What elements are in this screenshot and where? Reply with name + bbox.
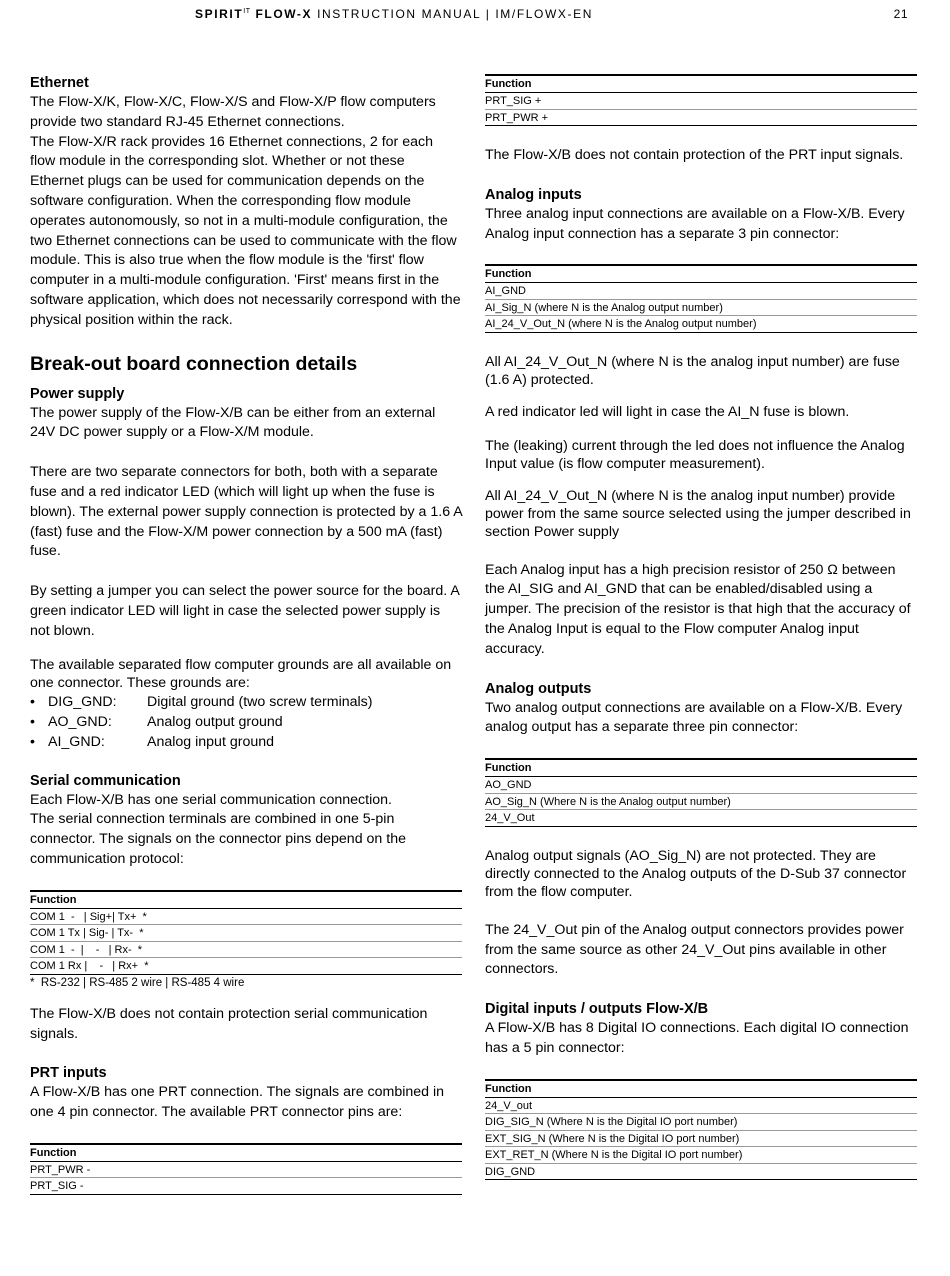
serial-paragraph-2: The serial connection terminals are combined in one 5-pin connector. The signals on the connector pins depend on the communication protocol: — [30, 811, 406, 867]
grounds-list — [30, 692, 462, 752]
table-row: PRT_SIG - — [30, 1178, 462, 1195]
ethernet-paragraph-2: The Flow-X/R rack provides 16 Ethernet connections, 2 for each flow module in the corresponding slot. Whether or not these Ethernet plugs can be used for communication depends on the software configuration. When the corresponding flow module operates autonomously, so not in a multi-module configuration, the two Ethernet connections can be used to communicate with the flow module. This is also true when the flow module is the 'first' flow computer in a multi-module configuration. 'First' means first in the software application, which does not necessarily correspond with the physical position within the rack. — [30, 133, 461, 328]
table-row: AI_24_V_Out_N (where N is the Analog output number) — [485, 316, 917, 333]
power-paragraph-4: The available separated flow computer grounds are all available on one connector. These grounds are: — [30, 656, 452, 691]
product-name: FLOW-X — [255, 7, 313, 21]
manual-subtitle: INSTRUCTION MANUAL | IM/FLOWX-EN — [317, 7, 593, 21]
serial-footnote: * RS-232 | RS-485 2 wire | RS-485 4 wire — [30, 976, 245, 989]
analog-inputs-paragraph-3: A red indicator led will light in case the AI_N fuse is blown. — [485, 403, 850, 420]
table-row: PRT_PWR - — [30, 1161, 462, 1178]
table-row: PRT_SIG + — [485, 93, 917, 110]
table-row: COM 1 - | Sig+| Tx+ * — [30, 908, 462, 925]
digital-io-table — [485, 1079, 917, 1181]
table-header: Function — [485, 75, 917, 93]
analog-outputs-table — [485, 758, 917, 827]
serial-paragraph-3: The Flow-X/B does not contain protection serial communication signals. — [30, 1005, 428, 1042]
table-row: 24_V_Out — [485, 810, 917, 827]
analog-outputs-paragraph-2: Analog output signals (AO_Sig_N) are not protected. They are directly connected to the Analog outputs of the D-Sub 37 connector from the flow computer. — [485, 847, 907, 900]
table-row: DIG_GND — [485, 1163, 917, 1180]
digital-io-heading: Digital inputs / outputs Flow-X/B — [485, 1001, 709, 1018]
table-row: 24_V_out — [485, 1097, 917, 1114]
table-header: Function — [30, 1144, 462, 1162]
analog-inputs-paragraph-5: All AI_24_V_Out_N (where N is the analog input number) provide power from the same source selected using the jumper described in section Power supply — [485, 487, 911, 540]
table-header: Function — [30, 891, 462, 909]
table-row: AI_Sig_N (where N is the Analog output number) — [485, 299, 917, 316]
analog-inputs-paragraph-4: The (leaking) current through the led does not influence the Analog Input value (is flow computer measurement). — [485, 437, 905, 472]
table-row: EXT_RET_N (Where N is the Digital IO port number) — [485, 1147, 917, 1164]
table-header: Function — [485, 265, 917, 283]
analog-outputs-paragraph-1: Two analog output connections are available on a Flow-X/B. Every analog output has a separate three pin connector: — [485, 699, 903, 736]
serial-heading: Serial communication — [30, 772, 181, 789]
prt-heading: PRT inputs — [30, 1065, 107, 1082]
power-supply-heading: Power supply — [30, 385, 125, 402]
brand-superscript: IT — [243, 8, 251, 15]
table-row: PRT_PWR + — [485, 109, 917, 126]
list-item: • DIG_GND: Digital ground (two screw terminals) — [30, 693, 373, 710]
table-header: Function — [485, 759, 917, 777]
analog-inputs-table — [485, 264, 917, 333]
serial-table — [30, 890, 462, 975]
table-row: COM 1 Rx | - | Rx+ * — [30, 958, 462, 975]
table-row: COM 1 - | - | Rx- * — [30, 941, 462, 958]
table-header: Function — [485, 1080, 917, 1098]
power-paragraph-1: The power supply of the Flow-X/B can be either from an external 24V DC power supply or a Flow-X/M module. — [30, 404, 436, 441]
page-header — [0, 7, 950, 23]
ethernet-paragraph-1: The Flow-X/K, Flow-X/C, Flow-X/S and Flow-X/P flow computers provide two standard RJ-45 Ethernet connections. — [30, 94, 436, 130]
prt-table-continued — [485, 74, 917, 126]
brand-name: SPIRIT — [195, 7, 244, 21]
prt-table — [30, 1143, 462, 1195]
list-item: • AI_GND: Analog input ground — [30, 733, 275, 750]
analog-inputs-heading: Analog inputs — [485, 186, 582, 203]
analog-inputs-paragraph-2: All AI_24_V_Out_N (where N is the analog input number) are fuse (1.6 A) protected. — [485, 353, 900, 388]
section-heading: Break-out board connection details — [30, 352, 358, 375]
table-row: DIG_SIG_N (Where N is the Digital IO port number) — [485, 1114, 917, 1131]
power-paragraph-3: By setting a jumper you can select the power source for the board. A green indicator LED will light in case the selected power supply is not blown. — [30, 583, 460, 639]
analog-outputs-heading: Analog outputs — [485, 680, 592, 697]
table-row: AI_GND — [485, 283, 917, 300]
right-column — [485, 74, 917, 1180]
serial-paragraph-1: Each Flow-X/B has one serial communication connection. — [30, 791, 392, 808]
prt-paragraph-1: A Flow-X/B has one PRT connection. The signals are combined in one 4 pin connector. The available PRT connector pins are: — [30, 1084, 445, 1121]
digital-io-paragraph-1: A Flow-X/B has 8 Digital IO connections. Each digital IO connection has a 5 pin connector: — [485, 1020, 909, 1056]
analog-inputs-paragraph-6: Each Analog input has a high precision resistor of 250 Ω between the AI_SIG and AI_GND that can be enabled/disabled using a jumper. The precision of the resistor is that high that the accuracy of the Analog Input is equal to the Flow computer Analog input accuracy. — [485, 561, 911, 657]
prt-paragraph-2: The Flow-X/B does not contain protection of the PRT input signals. — [485, 147, 904, 163]
left-column — [30, 74, 462, 1195]
list-item: • AO_GND: Analog output ground — [30, 713, 283, 730]
table-row: COM 1 Tx | Sig- | Tx- * — [30, 925, 462, 942]
ethernet-heading: Ethernet — [30, 75, 89, 91]
table-row: AO_GND — [485, 777, 917, 794]
analog-inputs-paragraph-1: Three analog input connections are available on a Flow-X/B. Every Analog input connection has a separate 3 pin connector: — [485, 205, 905, 242]
manual-title — [195, 7, 593, 21]
analog-outputs-paragraph-3: The 24_V_Out pin of the Analog output connectors provides power from the same source as other 24_V_Out pins available in other connectors. — [485, 921, 904, 978]
page-number: 21 — [893, 7, 908, 21]
table-row: AO_Sig_N (Where N is the Analog output number) — [485, 793, 917, 810]
table-row: EXT_SIG_N (Where N is the Digital IO port number) — [485, 1130, 917, 1147]
power-paragraph-2: There are two separate connectors for both, both with a separate fuse and a red indicator LED (which will light up when the fuse is blown). The external power supply connection is protected by a 1.6 A (fast) fuse and the Flow-X/M power connection by a 500 mA (fast) fuse. — [30, 464, 462, 560]
